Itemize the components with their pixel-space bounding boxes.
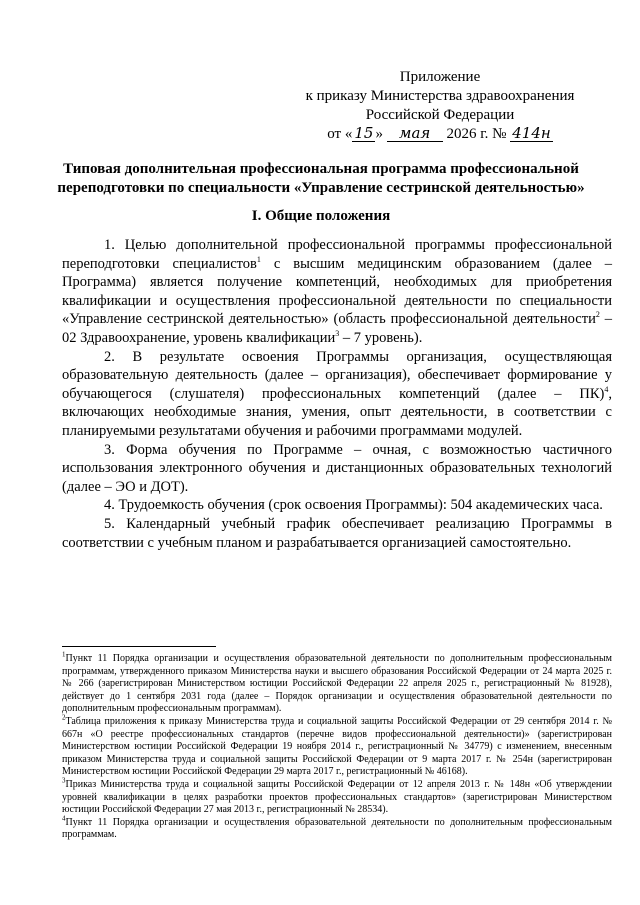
footnote-mark: 3 <box>62 776 66 785</box>
footnote-2 <box>62 713 612 779</box>
document-body <box>62 236 612 552</box>
footnote-separator <box>62 646 216 647</box>
date-prefix: от « <box>327 126 353 142</box>
footnote-4 <box>62 814 612 842</box>
appendix-country-line: Российской Федерации <box>365 107 515 123</box>
footnote-ref-4[interactable]: 4 <box>604 384 609 394</box>
footnotes <box>62 650 612 842</box>
paragraph-1 <box>62 236 612 348</box>
paragraph-1-text-c: – 02 Здравоохранение, уровень квалификации <box>62 311 612 346</box>
appendix-order-line: к приказу Министерства здравоохранения <box>305 88 575 104</box>
footnote-1 <box>62 650 612 716</box>
paragraph-2 <box>62 348 612 441</box>
appendix-header <box>300 68 580 144</box>
handwritten-day: 15 <box>354 124 374 142</box>
paragraph-1-text-a: 1. Целью дополнительной профессиональной программы профессиональной переподготовки специалистов <box>62 237 612 272</box>
paragraph-1-text-d: – 7 уровень). <box>339 329 423 346</box>
paragraph-4: 4. Трудоемкость обучения (срок освоения Программы): 504 академических часа. <box>104 497 603 514</box>
footnote-mark: 4 <box>62 814 66 823</box>
program-title: Типовая дополнительная профессиональная программа профессиональной переподготовки по специальности «Управление сестринской деятельностью» <box>57 161 585 196</box>
section-title: I. Общие положения <box>251 208 391 224</box>
footnote-text: Таблица приложения к приказу Министерства труда и социальной защиты Российской Федерации от 29 сентября 2014 г. № 667н «О реестре профессиональных стандартов (перечне видов профессиональной деятельности)» (зарегистрирован Министерством юстиции Российской Федерации 19 ноября 2014 г., регистрационный № 34779) с изменением, внесенным приказом Министерства труда и социальной защиты Российской Федерации от 9 марта 2017 г. № 254н (зарегистрирован Министерством юстиции Российской Федерации 29 марта 2017 г., регистрационный № 46168). <box>62 715 612 778</box>
handwritten-order-number: 414н <box>512 124 551 142</box>
handwritten-month: мая <box>387 125 443 142</box>
footnote-mark: 1 <box>62 650 66 659</box>
paragraph-1-text-b: с высшим медицинским образованием (далее – Программа) является получение компетенций, необходимых для приобретения квалификации и осуществления профессиональной деятельности по специальности «Управление сестринской деятельностью» (область профессиональной деятельности <box>62 255 612 328</box>
paragraph-2-text-b: , включающих необходимые знания, умения, опыт деятельности, в соответствии с планируемыми результатами обучения и рабочими программами модулей. <box>62 385 612 439</box>
footnote-ref-1[interactable]: 1 <box>256 254 261 264</box>
appendix-label: Приложение <box>399 69 481 85</box>
paragraph-5: 5. Календарный учебный график обеспечивает реализацию Программы в соответствии с учебным планом и разрабатывается организацией самостоятельно. <box>62 515 612 551</box>
footnote-3 <box>62 776 612 817</box>
paragraph-2-text-a: 2. В результате освоения Программы организация, осуществляющая образовательную деятельность (далее – организация), обеспечивает формирование у обучающегося (слушателя) профессиональных компетенций (далее – ПК) <box>62 348 612 402</box>
appendix-date-line <box>300 125 580 144</box>
date-year: 2026 г. № <box>446 126 507 142</box>
footnote-mark: 2 <box>62 713 66 722</box>
date-mid: » <box>375 126 383 142</box>
footnote-text: Пункт 11 Порядка организации и осуществления образовательной деятельности по дополнительным профессиональным программам. <box>62 816 612 841</box>
footnote-text: Пункт 11 Порядка организации и осуществления образовательной деятельности по дополнительным профессиональным программам, утвержденного приказом Министерства науки и высшего образования Российской Федерации от 24 марта 2025 г. № 266 (зарегистрирован Министерством юстиции Российской Федерации 22 апреля 2025 г., регистрационный № 81928), действует до 1 сентября 2031 года (далее – Порядок организации и осуществления образовательной деятельности по дополнительным профессиональным программам). <box>62 653 612 715</box>
footnote-ref-2[interactable]: 2 <box>595 310 600 320</box>
footnote-text: Приказ Министерства труда и социальной защиты Российской Федерации от 12 апреля 2013 г. № 148н «Об утверждении уровней квалификации в целях разработки проектов профессиональных стандартов» (зарегистрирован Министерством юстиции Российской Федерации 27 мая 2013 г., регистрационный № 28534). <box>62 778 612 816</box>
footnote-ref-3[interactable]: 3 <box>335 329 340 339</box>
paragraph-3: 3. Форма обучения по Программе – очная, с возможностью частичного использования электронного обучения и дистанционных образовательных технологий (далее – ЭО и ДОТ). <box>62 441 612 495</box>
